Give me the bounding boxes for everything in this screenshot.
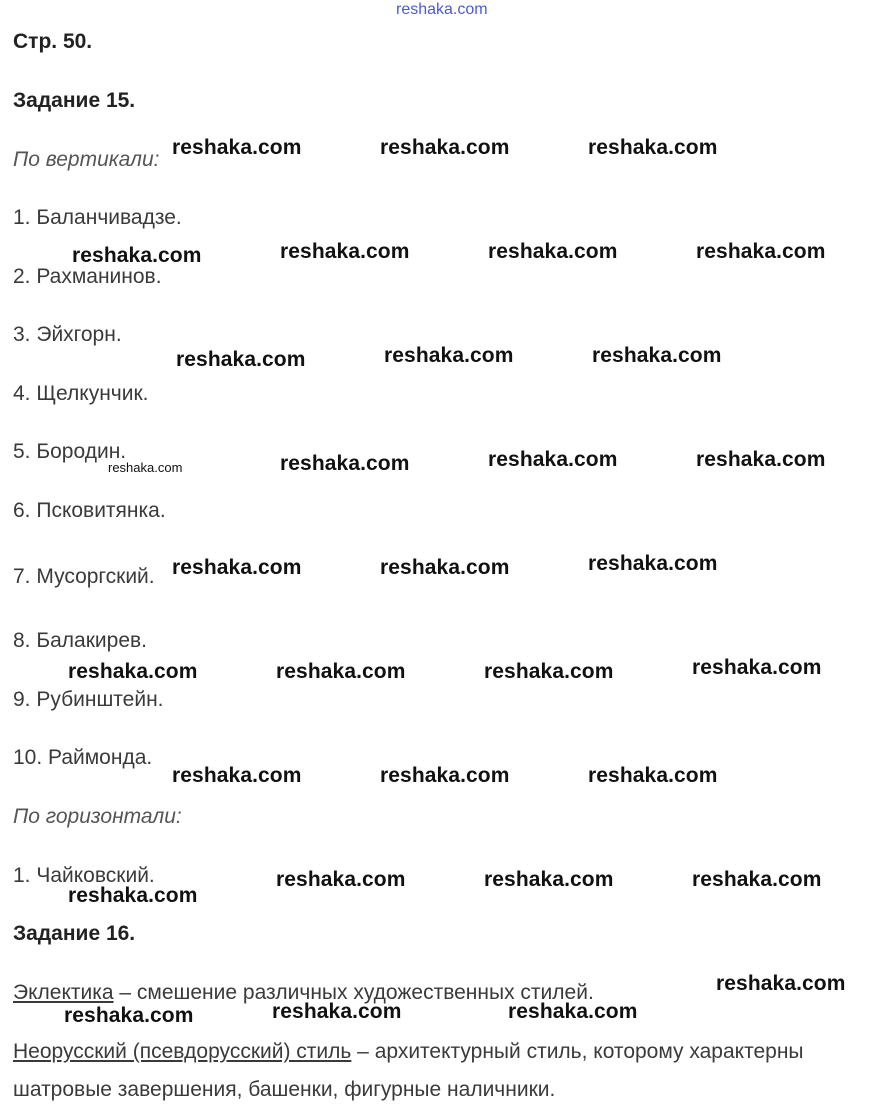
horizontal-answer-1: 1. Чайковский. — [13, 864, 155, 887]
definition-neo-russian — [13, 1040, 804, 1064]
watermark: reshaka.com — [280, 240, 410, 263]
vertical-answer-2: 2. Рахманинов. — [13, 265, 162, 288]
watermark: reshaka.com — [488, 448, 618, 471]
watermark: reshaka.com — [276, 868, 406, 891]
watermark: reshaka.com — [488, 240, 618, 263]
watermark: reshaka.com — [716, 972, 846, 995]
vertical-answer-7: 7. Мусоргский. — [13, 565, 155, 588]
watermark: reshaka.com — [172, 556, 302, 579]
watermark: reshaka.com — [588, 552, 718, 575]
watermark: reshaka.com — [280, 452, 410, 475]
watermark: reshaka.com — [176, 348, 306, 371]
watermark: reshaka.com — [380, 136, 510, 159]
vertical-answer-1: 1. Баланчивадзе. — [13, 206, 182, 229]
watermark: reshaka.com — [384, 344, 514, 367]
watermark: reshaka.com — [272, 1000, 402, 1023]
watermark-small: reshaka.com — [108, 460, 183, 475]
watermark: reshaka.com — [276, 660, 406, 683]
vertical-answer-5: 5. Бородин. — [13, 440, 127, 463]
watermark: reshaka.com — [68, 884, 198, 907]
watermark: reshaka.com — [696, 240, 826, 263]
watermark: reshaka.com — [380, 556, 510, 579]
term-neo-russian: Неорусский (псевдорусский) стиль — [13, 1040, 352, 1063]
definition-eclectic-text: – смешение различных художественных стилей. — [113, 981, 594, 1004]
watermark: reshaka.com — [588, 764, 718, 787]
watermark: reshaka.com — [592, 344, 722, 367]
vertical-answer-4: 4. Щелкунчик. — [13, 382, 149, 405]
vertical-answer-9: 9. Рубинштейн. — [13, 688, 164, 711]
vertical-label: По вертикали: — [13, 148, 160, 171]
definition-neo-russian-line2: шатровые завершения, башенки, фигурные наличники. — [13, 1078, 556, 1101]
vertical-answer-8: 8. Балакирев. — [13, 629, 148, 652]
watermark: reshaka.com — [380, 764, 510, 787]
watermark: reshaka.com — [172, 764, 302, 787]
vertical-answer-10: 10. Раймонда. — [13, 746, 153, 769]
watermark: reshaka.com — [588, 136, 718, 159]
watermark: reshaka.com — [484, 868, 614, 891]
task-16-title: Задание 16. — [13, 922, 136, 945]
vertical-answer-6: 6. Псковитянка. — [13, 499, 166, 522]
watermark: reshaka.com — [172, 136, 302, 159]
page-reference: Стр. 50. — [13, 30, 93, 53]
watermark: reshaka.com — [696, 448, 826, 471]
watermark: reshaka.com — [64, 1004, 194, 1027]
definition-neo-russian-text: – архитектурный стиль, которому характерны — [351, 1040, 804, 1063]
task-15-title: Задание 15. — [13, 89, 136, 112]
watermark: reshaka.com — [72, 244, 202, 267]
watermark: reshaka.com — [484, 660, 614, 683]
watermark: reshaka.com — [692, 656, 822, 679]
watermark: reshaka.com — [692, 868, 822, 891]
watermark: reshaka.com — [508, 1000, 638, 1023]
watermark: reshaka.com — [68, 660, 198, 683]
horizontal-label: По горизонтали: — [13, 805, 182, 828]
site-link[interactable]: reshaka.com — [396, 1, 488, 18]
term-eclectic: Эклектика — [13, 981, 114, 1004]
vertical-answer-3: 3. Эйхгорн. — [13, 323, 122, 346]
